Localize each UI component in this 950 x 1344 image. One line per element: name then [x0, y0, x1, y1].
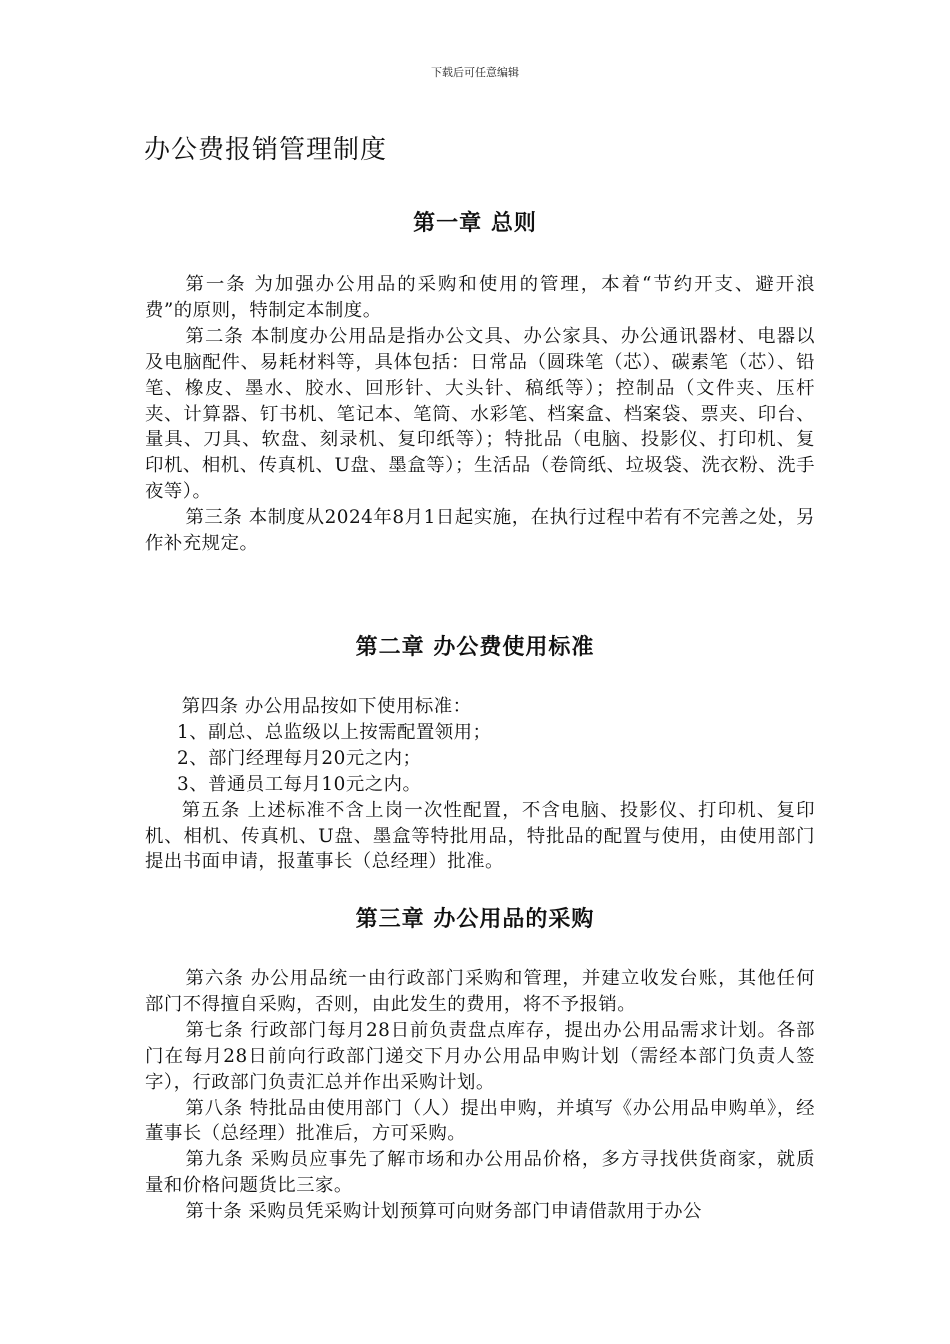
- article-8: 第八条 特批品由使用部门（人）提出申购，并填写《办公用品申购单》，经董事长（总经理）批准后，方可采购。: [145, 1097, 815, 1145]
- chapter-2-body: [145, 694, 815, 875]
- article-3: 第三条 本制度从2024年8月1日起实施，在执行过程中若有不完善之处，另作补充规定。: [145, 507, 815, 555]
- chapter-3-body: [145, 966, 815, 1225]
- page-header-note: 下载后可任意编辑: [431, 66, 519, 79]
- article-2: 第二条 本制度办公用品是指办公文具、办公家具、办公通讯器材、电器以及电脑配件、易耗材料等，具体包括：日常品（圆珠笔（芯）、碳素笔（芯）、铅笔、橡皮、墨水、胶水、回形针、大头针、稿纸等）；控制品（文件夹、压杆夹、计算器、钉书机、笔记本、笔筒、水彩笔、档案盒、档案袋、票夹、印台、量具、刀具、软盘、刻录机、复印纸等）；特批品（电脑、投影仪、打印机、复印机、相机、传真机、U盘、墨盒等）；生活品（卷筒纸、垃圾袋、洗衣粉、洗手夜等）。: [145, 325, 815, 503]
- article-9: 第九条 采购员应事先了解市场和办公用品价格，多方寻找供货商家，就质量和价格问题货比三家。: [145, 1149, 815, 1197]
- article-7: 第七条 行政部门每月28日前负责盘点库存，提出办公用品需求计划。各部门在每月28日前向行政部门递交下月办公用品申购计划（需经本部门负责人签字），行政部门负责汇总并作出采购计划。: [145, 1019, 815, 1093]
- usage-standard-item: 1、副总、总监级以上按需配置领用；: [177, 721, 492, 743]
- article-10: 第十条 采购员凭采购计划预算可向财务部门申请借款用于办公: [185, 1201, 702, 1223]
- article-6: 第六条 办公用品统一由行政部门采购和管理，并建立收发台账，其他任何部门不得擅自采购，否则，由此发生的费用，将不予报销。: [145, 968, 815, 1015]
- chapter-1-title: 第一章 总则: [413, 211, 537, 236]
- chapter-3-title: 第三章 办公用品的采购: [355, 907, 595, 932]
- usage-standard-item: 2、部门经理每月20元之内；: [177, 747, 422, 769]
- chapter-2-title: 第二章 办公费使用标准: [355, 635, 595, 660]
- usage-standard-item: 3、普通员工每月10元之内。: [177, 773, 422, 795]
- article-5: 第五条 上述标准不含上岗一次性配置，不含电脑、投影仪、打印机、复印机、相机、传真机、U盘、墨盒等特批用品，特批品的配置与使用，由使用部门提出书面申请，报董事长（总经理）批准。: [145, 799, 815, 873]
- chapter-1-body: [145, 272, 815, 557]
- article-4: 第四条 办公用品按如下使用标准：: [181, 696, 472, 717]
- document-title: 办公费报销管理制度: [144, 135, 388, 165]
- article-1: 第一条 为加强办公用品的采购和使用的管理，本着“节约开支、避开浪费”的原则，特制定本制度。: [145, 274, 815, 321]
